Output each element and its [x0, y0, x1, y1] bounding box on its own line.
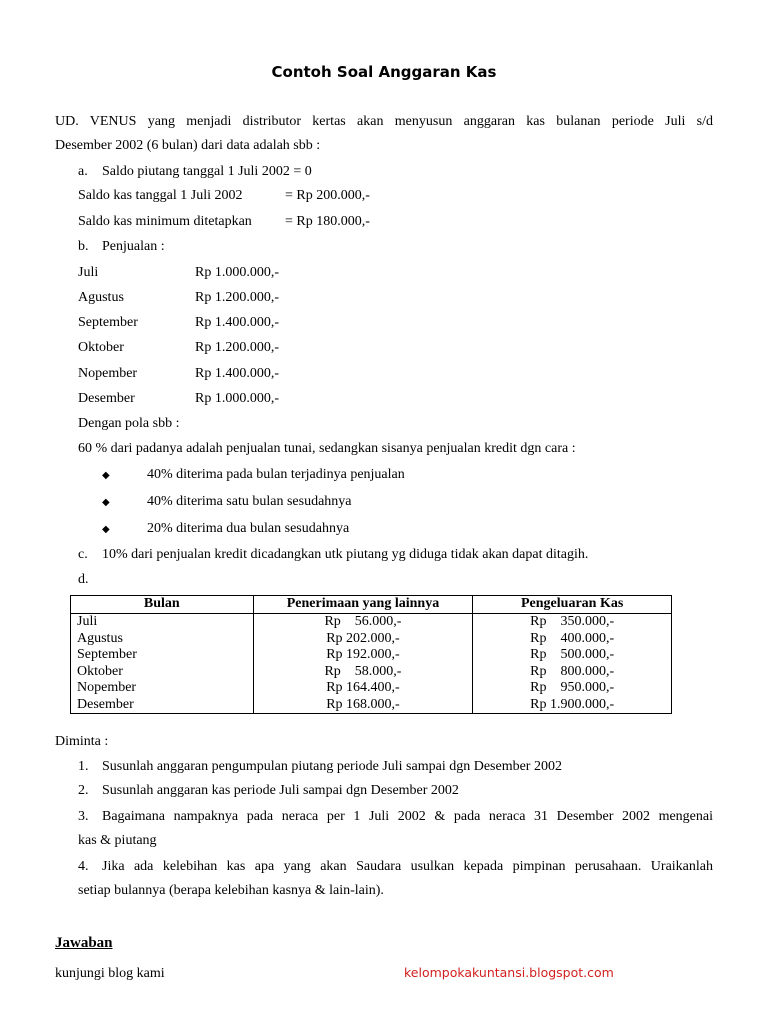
diamond-bullet-icon: ◆	[102, 524, 110, 535]
question-number: 2.	[78, 783, 89, 798]
sales-month: Juli	[78, 265, 99, 280]
receipts-cell: Rp 202.000,-	[253, 631, 473, 648]
table-header-cell: Bulan	[71, 596, 254, 614]
question-text: Bagaimana nampaknya pada neraca per 1 Juli 2002 & pada neraca 31 Desember 2002 mengenai	[102, 809, 713, 824]
expenses-cell: Rp 500.000,-	[473, 647, 672, 664]
sales-month: Agustus	[78, 290, 124, 305]
saldo-min-label: Saldo kas minimum ditetapkan	[78, 214, 252, 229]
expenses-cell: Rp 350.000,-	[473, 614, 672, 631]
diminta-label: Diminta :	[55, 734, 109, 749]
pattern-label: Dengan pola sbb :	[78, 416, 180, 431]
expenses-cell: Rp 950.000,-	[473, 680, 672, 697]
bullet-text: 40% diterima satu bulan sesudahnya	[147, 494, 352, 509]
table-row	[71, 664, 672, 681]
month-cell: Desember	[71, 697, 254, 714]
diamond-bullet-icon: ◆	[102, 497, 110, 508]
item-b-marker: b.	[78, 239, 89, 254]
document-title: Contoh Soal Anggaran Kas	[271, 63, 497, 81]
expenses-cell: Rp 800.000,-	[473, 664, 672, 681]
sales-value: Rp 1.400.000,-	[195, 366, 279, 381]
question-continuation: setiap bulannya (berapa kelebihan kasnya & lain-lain).	[78, 883, 384, 898]
footer-visit-text: kunjungi blog kami	[55, 966, 165, 981]
table-header-cell: Penerimaan yang lainnya	[253, 596, 473, 614]
bullet-text: 40% diterima pada bulan terjadinya penjualan	[147, 467, 405, 482]
month-cell: September	[71, 647, 254, 664]
sales-value: Rp 1.200.000,-	[195, 340, 279, 355]
receipts-cell: Rp 164.400,-	[253, 680, 473, 697]
sales-value: Rp 1.200.000,-	[195, 290, 279, 305]
pattern-text: 60 % dari padanya adalah penjualan tunai, sedangkan sisanya penjualan kredit dgn cara :	[78, 441, 576, 456]
question-number: 1.	[78, 759, 89, 774]
sales-value: Rp 1.400.000,-	[195, 315, 279, 330]
question-number: 4.	[78, 859, 89, 874]
blog-link[interactable]: kelompokakuntansi.blogspot.com	[404, 965, 614, 980]
sales-month: September	[78, 315, 138, 330]
question-text: Jika ada kelebihan kas apa yang akan Saudara usulkan kepada pimpinan perusahaan. Uraikanlah	[102, 859, 713, 874]
sales-value: Rp 1.000.000,-	[195, 265, 279, 280]
item-b-text: Penjualan :	[102, 239, 165, 254]
sales-month: Desember	[78, 391, 135, 406]
expenses-cell: Rp 400.000,-	[473, 631, 672, 648]
receipts-cell: Rp 168.000,-	[253, 697, 473, 714]
month-cell: Agustus	[71, 631, 254, 648]
item-c-text: 10% dari penjualan kredit dicadangkan utk piutang yg diduga tidak akan dapat ditagih.	[102, 547, 589, 562]
table-header-row	[71, 596, 672, 614]
sales-value: Rp 1.000.000,-	[195, 391, 279, 406]
cash-data-table	[70, 595, 672, 714]
diamond-bullet-icon: ◆	[102, 470, 110, 481]
question-text: Susunlah anggaran kas periode Juli sampai dgn Desember 2002	[102, 783, 459, 798]
jawaban-heading: Jawaban	[55, 935, 113, 951]
intro-line-2: Desember 2002 (6 bulan) dari data adalah sbb :	[55, 138, 321, 153]
expenses-cell: Rp 1.900.000,-	[473, 697, 672, 714]
question-continuation: kas & piutang	[78, 833, 157, 848]
receipts-cell: Rp 192.000,-	[253, 647, 473, 664]
saldo-kas-label: Saldo kas tanggal 1 Juli 2002	[78, 188, 243, 203]
month-cell: Oktober	[71, 664, 254, 681]
table-header-cell: Pengeluaran Kas	[473, 596, 672, 614]
table-row	[71, 647, 672, 664]
sales-month: Oktober	[78, 340, 124, 355]
item-d-marker: d.	[78, 572, 89, 587]
saldo-kas-value: = Rp 200.000,-	[285, 188, 370, 203]
month-cell: Juli	[71, 614, 254, 631]
table-row	[71, 680, 672, 697]
table-row	[71, 631, 672, 648]
item-a-text: Saldo piutang tanggal 1 Juli 2002 = 0	[102, 164, 312, 179]
intro-line-1: UD. VENUS yang menjadi distributor kertas akan menyusun anggaran kas bulanan periode Juli s/d	[55, 114, 713, 129]
item-c-marker: c.	[78, 547, 88, 562]
question-number: 3.	[78, 809, 89, 824]
question-text: Susunlah anggaran pengumpulan piutang periode Juli sampai dgn Desember 2002	[102, 759, 562, 774]
receipts-cell: Rp 58.000,-	[253, 664, 473, 681]
table-row	[71, 697, 672, 714]
item-a-marker: a.	[78, 164, 88, 179]
month-cell: Nopember	[71, 680, 254, 697]
bullet-text: 20% diterima dua bulan sesudahnya	[147, 521, 350, 536]
sales-month: Nopember	[78, 366, 138, 381]
receipts-cell: Rp 56.000,-	[253, 614, 473, 631]
saldo-min-value: = Rp 180.000,-	[285, 214, 370, 229]
table-row	[71, 614, 672, 631]
